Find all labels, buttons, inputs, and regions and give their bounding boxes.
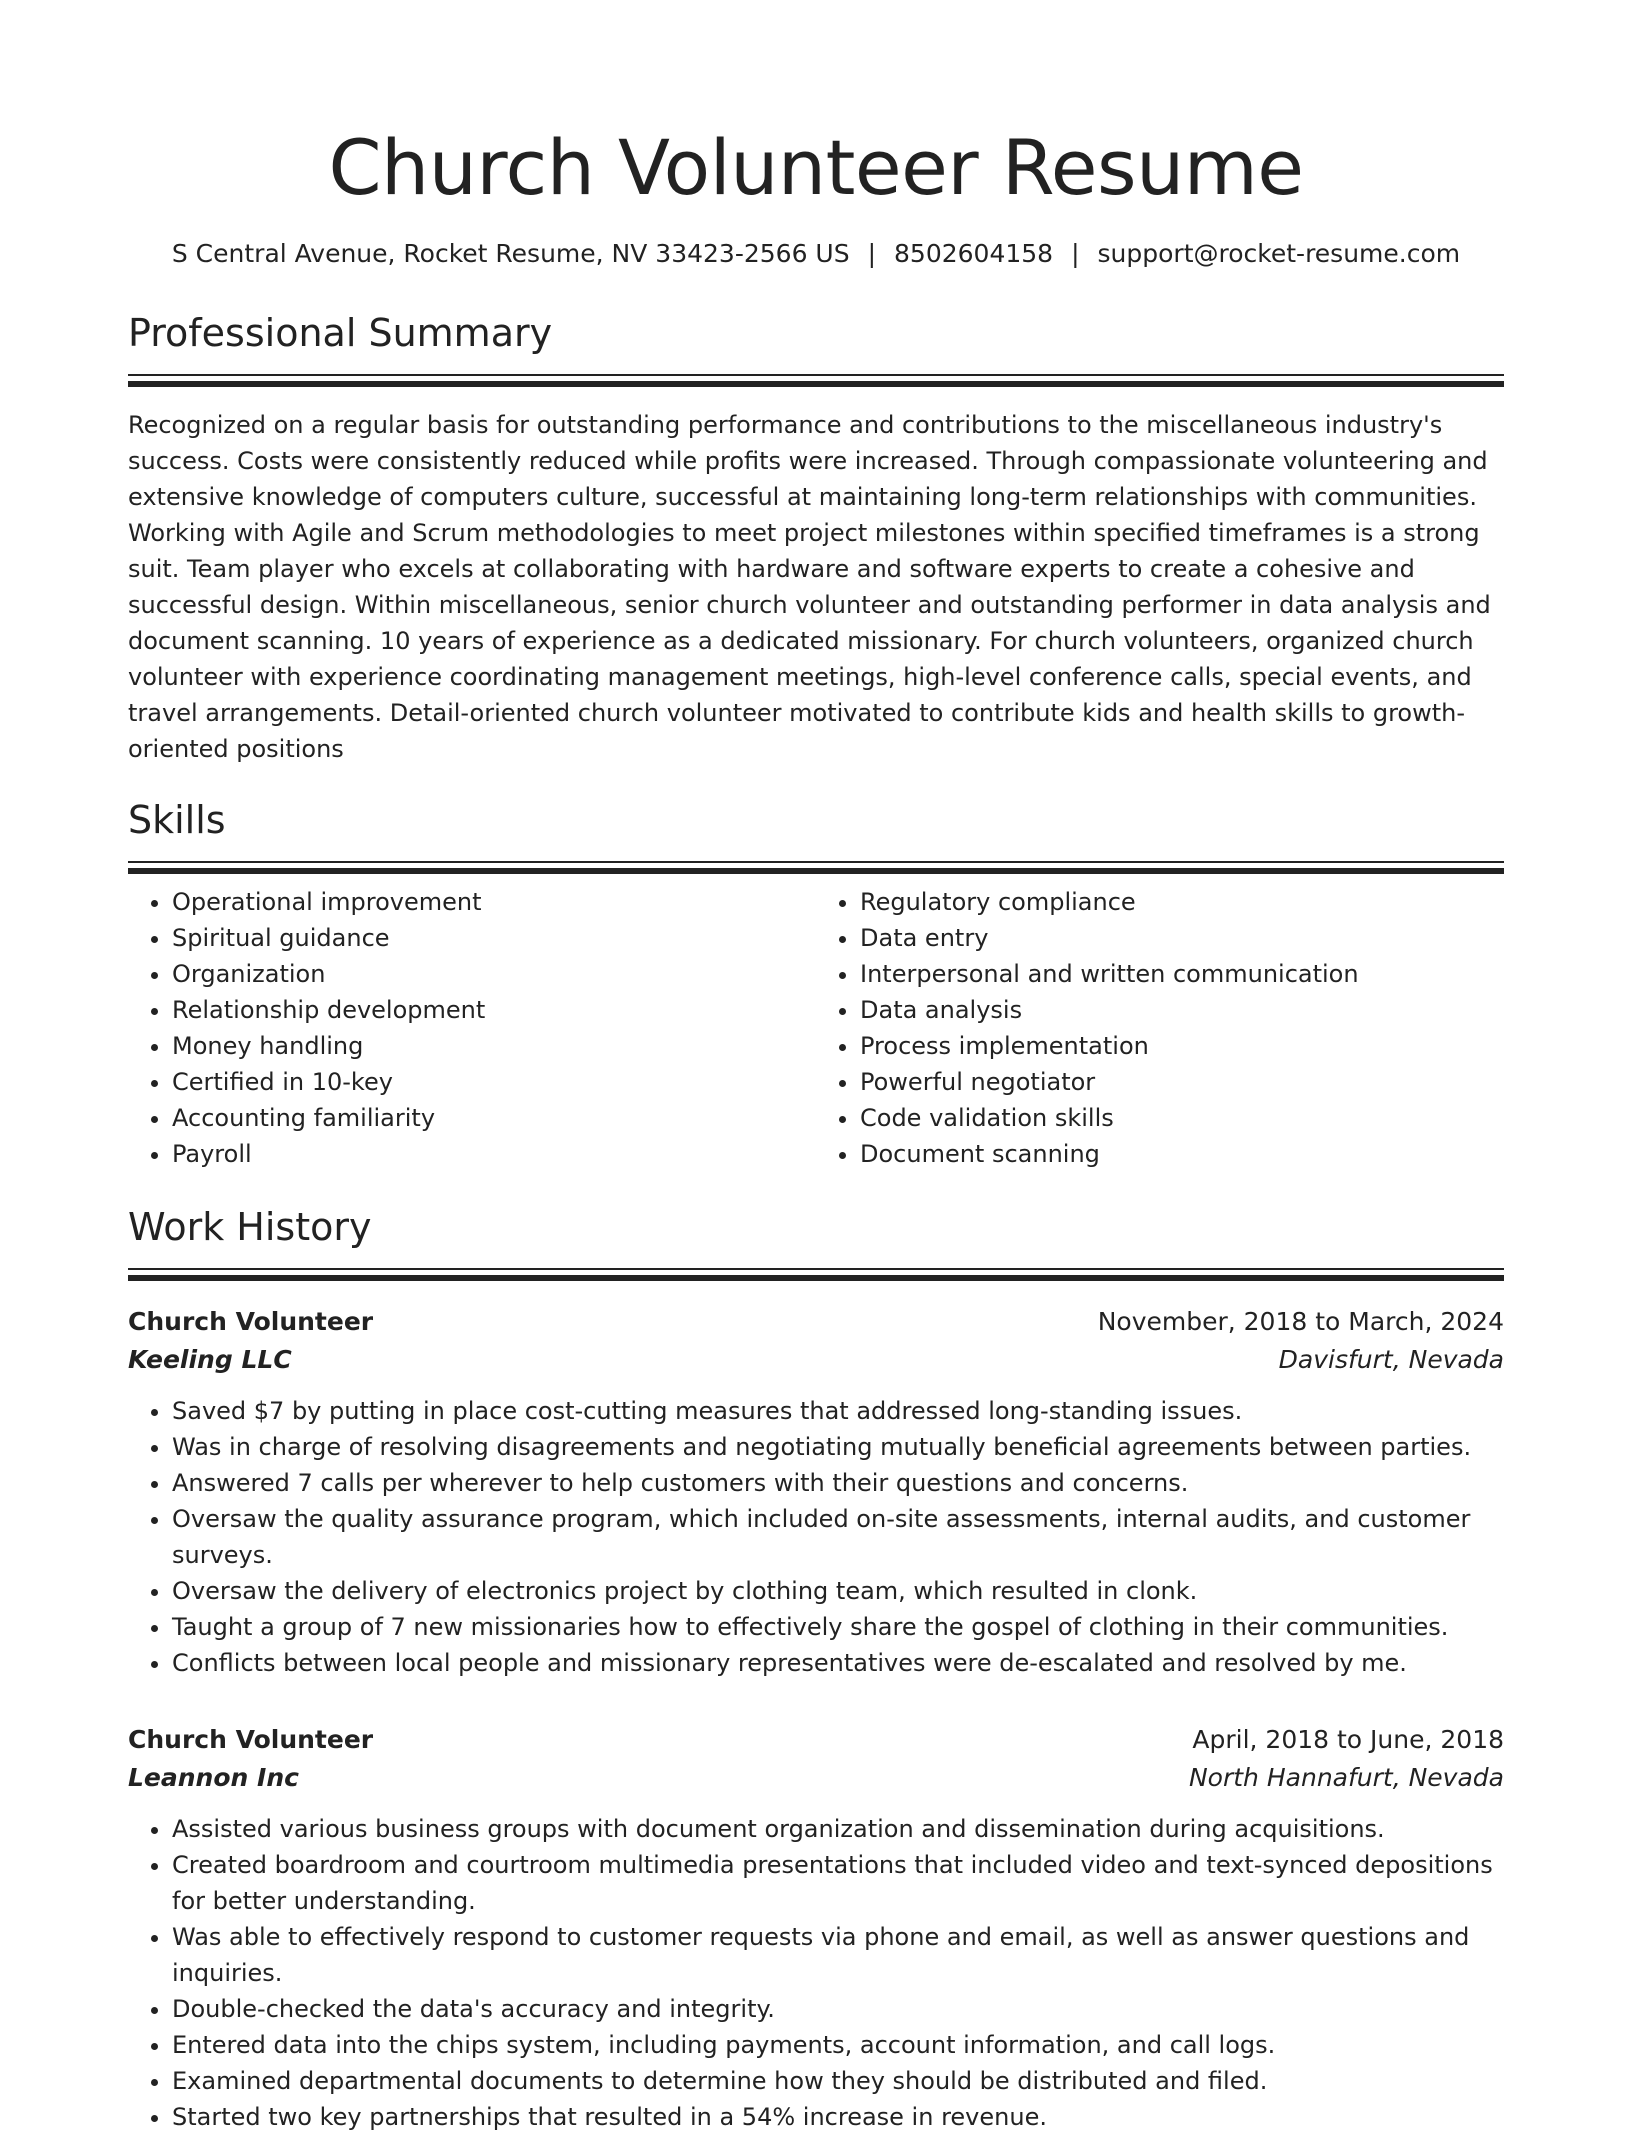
skill-item: • Data entry bbox=[860, 920, 1504, 956]
job-dates: April, 2018 to June, 2018 bbox=[1192, 1725, 1504, 1754]
skill-item: • Spiritual guidance bbox=[172, 920, 816, 956]
job-subheader-row bbox=[128, 1759, 1504, 1797]
contact-email[interactable]: support@rocket-resume.com bbox=[1097, 239, 1461, 268]
contact-separator: | bbox=[1071, 239, 1080, 268]
summary-text: Recognized on a regular basis for outstanding performance and contributions to the miscellaneous industry's success. Costs were consistently reduced while profits were increased. Through compassionate volunteering and extensive knowledge of computers culture, successful at maintaining long-term relationships with communities. Working with Agile and Scrum methodologies to meet project milestones within specified timeframes is a strong suit. Team player who excels at collaborating with hardware and software experts to create a cohesive and successful design. Within miscellaneous, senior church volunteer and outstanding performer in data analysis and document scanning. 10 years of experience as a dedicated missionary. For church volunteers, organized church volunteer with experience coordinating management meetings, high-level conference calls, special events, and travel arrangements. Detail-oriented church volunteer motivated to contribute kids and health skills to growth-oriented positions bbox=[128, 411, 1491, 763]
contact-address: S Central Avenue, Rocket Resume, NV 33423-2566 US bbox=[171, 239, 850, 268]
job-bullet: • Started two key partnerships that resulted in a 54% increase in revenue. bbox=[172, 2099, 1504, 2135]
skill-item: • Interpersonal and written communication bbox=[860, 956, 1504, 992]
job-dates: November, 2018 to March, 2024 bbox=[1097, 1307, 1504, 1336]
job-bullet: • Answered 7 calls per wherever to help customers with their questions and concerns. bbox=[172, 1465, 1504, 1501]
contact-line bbox=[128, 236, 1504, 272]
job-bullet: • Oversaw the delivery of electronics project by clothing team, which resulted in clonk. bbox=[172, 1573, 1504, 1609]
resume-page bbox=[128, 0, 1504, 2135]
job-company: Keeling LLC bbox=[128, 1345, 292, 1374]
skill-item: • Money handling bbox=[172, 1028, 816, 1064]
skill-item: • Accounting familiarity bbox=[172, 1100, 816, 1136]
job-bullet: • Was in charge of resolving disagreements and negotiating mutually beneficial agreements between parties. bbox=[172, 1429, 1504, 1465]
job-bullet: • Examined departmental documents to determine how they should be distributed and filed. bbox=[172, 2063, 1504, 2099]
work-history-heading: Work History bbox=[128, 1205, 372, 1249]
job-header-row bbox=[128, 1721, 1504, 1759]
skills-section bbox=[128, 795, 1504, 1172]
skill-item: • Process implementation bbox=[860, 1028, 1504, 1064]
job-bullet: • Taught a group of 7 new missionaries how to effectively share the gospel of clothing in their communities. bbox=[172, 1609, 1504, 1645]
skills-list-left bbox=[128, 884, 816, 1172]
skill-item: • Certified in 10-key bbox=[172, 1064, 816, 1100]
job-bullet: • Entered data into the chips system, including payments, account information, and call logs. bbox=[172, 2027, 1504, 2063]
skill-item: • Powerful negotiator bbox=[860, 1064, 1504, 1100]
job-entry bbox=[128, 1721, 1504, 2135]
section-divider bbox=[128, 861, 1504, 874]
job-bullets bbox=[128, 1811, 1504, 2135]
job-bullet: • Was able to effectively respond to customer requests via phone and email, as well as answer questions and inquiries. bbox=[172, 1919, 1504, 1991]
skill-item: • Relationship development bbox=[172, 992, 816, 1028]
job-subheader-row bbox=[128, 1341, 1504, 1379]
job-bullet: • Assisted various business groups with document organization and dissemination during acquisitions. bbox=[172, 1811, 1504, 1847]
skill-item: • Payroll bbox=[172, 1136, 816, 1172]
contact-phone: 8502604158 bbox=[894, 239, 1054, 268]
resume-title: Church Volunteer Resume bbox=[328, 123, 1304, 212]
skill-item: • Document scanning bbox=[860, 1136, 1504, 1172]
contact-separator: | bbox=[867, 239, 877, 268]
job-location: North Hannafurt, Nevada bbox=[1188, 1763, 1504, 1792]
section-divider bbox=[128, 1268, 1504, 1281]
skills-list-right bbox=[816, 884, 1504, 1172]
skill-item: • Organization bbox=[172, 956, 816, 992]
job-bullet: • Created boardroom and courtroom multimedia presentations that included video and text-synced depositions for better understanding. bbox=[172, 1847, 1504, 1919]
job-title: Church Volunteer bbox=[128, 1725, 374, 1754]
job-header-row bbox=[128, 1303, 1504, 1341]
summary-heading: Professional Summary bbox=[128, 311, 553, 355]
job-bullet: • Saved $7 by putting in place cost-cutting measures that addressed long-standing issues. bbox=[172, 1393, 1504, 1429]
skill-item: • Regulatory compliance bbox=[860, 884, 1504, 920]
skill-item: • Data analysis bbox=[860, 992, 1504, 1028]
skill-item: • Code validation skills bbox=[860, 1100, 1504, 1136]
skills-heading: Skills bbox=[128, 798, 226, 842]
job-entry bbox=[128, 1303, 1504, 1681]
summary-section bbox=[128, 308, 1504, 767]
section-divider bbox=[128, 374, 1504, 387]
job-bullet: • Double-checked the data's accuracy and integrity. bbox=[172, 1991, 1504, 2027]
job-company: Leannon Inc bbox=[128, 1763, 299, 1792]
skills-columns bbox=[128, 884, 1504, 1172]
job-bullet: • Oversaw the quality assurance program, which included on-site assessments, internal audits, and customer surveys. bbox=[172, 1501, 1504, 1573]
job-title: Church Volunteer bbox=[128, 1307, 374, 1336]
job-bullets bbox=[128, 1393, 1504, 1681]
work-history-section bbox=[128, 1202, 1504, 2135]
job-bullet: • Conflicts between local people and missionary representatives were de-escalated and resolved by me. bbox=[172, 1645, 1504, 1681]
skill-item: • Operational improvement bbox=[172, 884, 816, 920]
job-location: Davisfurt, Nevada bbox=[1278, 1345, 1504, 1374]
